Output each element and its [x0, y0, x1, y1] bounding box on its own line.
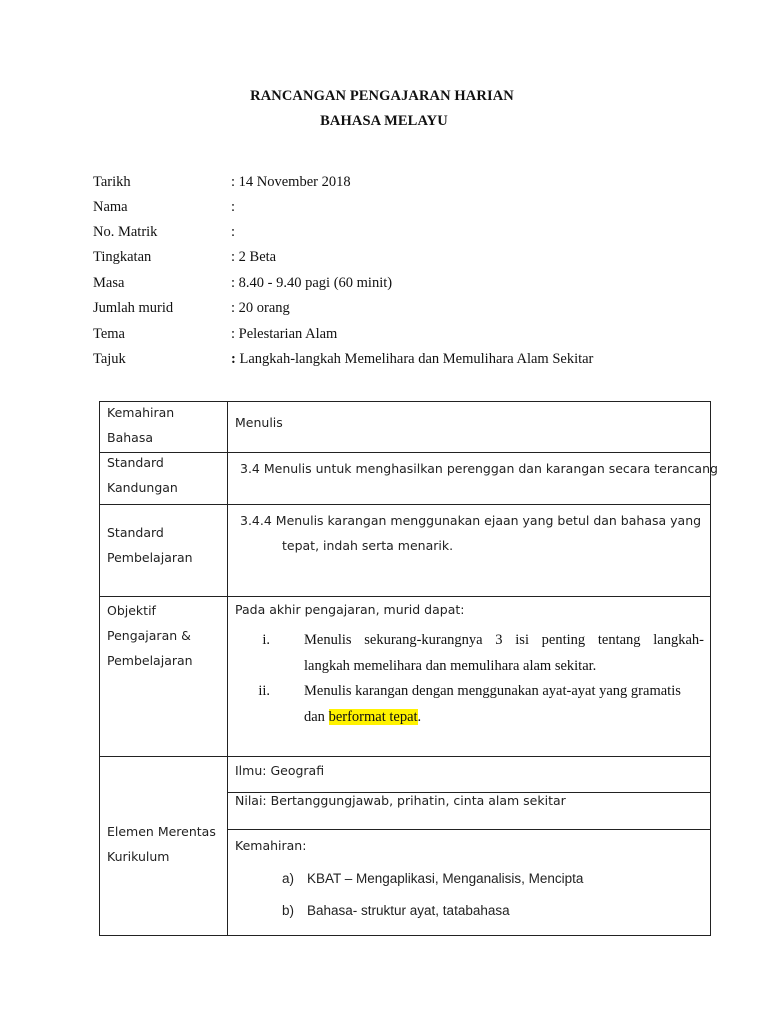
label-line: Objektif [107, 603, 156, 618]
kemahiran-item-text: Bahasa- struktur ayat, tatabahasa [307, 903, 510, 918]
info-label: Tingkatan [93, 249, 152, 265]
row-label-objektif [107, 598, 193, 673]
table-row-divider [100, 504, 710, 505]
label-line: Kemahiran [107, 405, 175, 420]
label-line: Pengajaran & [107, 628, 191, 643]
elemen-nilai: Nilai: Bertanggungjawab, prihatin, cinta alam sekitar [235, 793, 566, 808]
table-subrow-divider [227, 829, 710, 830]
info-label: Nama [93, 199, 128, 215]
info-row-tema [93, 326, 693, 348]
label-line: Standard [107, 455, 164, 470]
objective-line: Menulis karangan dengan menggunakan ayat-ayat yang gramatis [304, 683, 681, 699]
info-row-masa [93, 275, 693, 297]
info-label: Tema [93, 326, 125, 342]
value-line: tepat, indah serta menarik. [282, 538, 454, 553]
objective-line-2 [304, 704, 421, 730]
objective-number: i. [262, 632, 270, 648]
info-label: Tarikh [93, 174, 131, 190]
standard-kandungan-value: 3.4 Menulis untuk menghasilkan perenggan dan karangan secara terancang [240, 461, 718, 476]
info-value: : [231, 224, 236, 240]
info-value: : 2 Beta [231, 249, 277, 265]
info-value [231, 351, 593, 368]
info-row-nama [93, 199, 693, 221]
value-line: 3.4.4 Menulis karangan menggunakan ejaan yang betul dan bahasa yang [240, 513, 702, 528]
row-label-kemahiran-bahasa [107, 400, 174, 450]
info-value: : 8.40 - 9.40 pagi (60 minit) [231, 275, 393, 291]
table-row-divider [100, 756, 710, 757]
objektif-intro: Pada akhir pengajaran, murid dapat: [235, 602, 465, 617]
info-value: : Pelestarian Alam [231, 326, 338, 342]
table-row-divider [100, 452, 710, 453]
info-value: : 20 orang [231, 300, 290, 316]
label-line: Standard [107, 525, 164, 540]
info-label: Jumlah murid [93, 300, 174, 316]
highlighted-text: berformat tepat [328, 709, 418, 725]
lesson-plan-table [99, 401, 718, 936]
kemahiran-marker: a) [282, 871, 295, 886]
info-label: No. Matrik [93, 224, 158, 240]
standard-pembelajaran-value [240, 508, 701, 558]
info-label: Masa [93, 275, 125, 291]
row-label-elemen-merentas-kurikulum [107, 819, 216, 869]
objective-line: langkah memelihara dan memulihara alam sekitar. [304, 658, 597, 674]
info-label: Tajuk [93, 351, 126, 367]
info-colon: : [231, 351, 236, 367]
text-segment: dan [304, 709, 329, 725]
kemahiran-marker: b) [282, 903, 295, 918]
kemahiran-value: Menulis [235, 415, 283, 430]
info-row-tajuk [93, 351, 693, 373]
info-value: : [231, 199, 236, 215]
info-row-jumlah-murid [93, 300, 693, 322]
kemahiran-item-text: KBAT – Mengaplikasi, Menganalisis, Mencipta [307, 871, 584, 886]
objective-number: ii. [258, 683, 270, 699]
info-value-text: Langkah-langkah Memelihara dan Memulihara Alam Sekitar [235, 351, 594, 367]
info-row-no-matrik [93, 224, 693, 246]
label-line: Kurikulum [107, 849, 170, 864]
info-row-tingkatan [93, 249, 693, 271]
row-label-standard-kandungan [107, 450, 178, 500]
info-value: : 14 November 2018 [231, 174, 351, 190]
document-subtitle: BAHASA MELAYU [320, 113, 448, 129]
table-column-divider [227, 402, 228, 935]
row-label-standard-pembelajaran [107, 520, 193, 570]
objective-line: Menulis sekurang-kurangnya 3 isi penting tentang langkah- [304, 632, 704, 648]
elemen-ilmu: Ilmu: Geografi [235, 763, 325, 778]
label-line: Pembelajaran [107, 550, 193, 565]
document-title: RANCANGAN PENGAJARAN HARIAN [250, 88, 514, 104]
label-line: Kandungan [107, 480, 178, 495]
elemen-kemahiran-title: Kemahiran: [235, 838, 307, 853]
info-row-tarikh [93, 174, 693, 196]
label-line: Pembelajaran [107, 653, 193, 668]
label-line: Elemen Merentas [107, 824, 216, 839]
text-segment: . [417, 709, 422, 725]
label-line: Bahasa [107, 430, 153, 445]
